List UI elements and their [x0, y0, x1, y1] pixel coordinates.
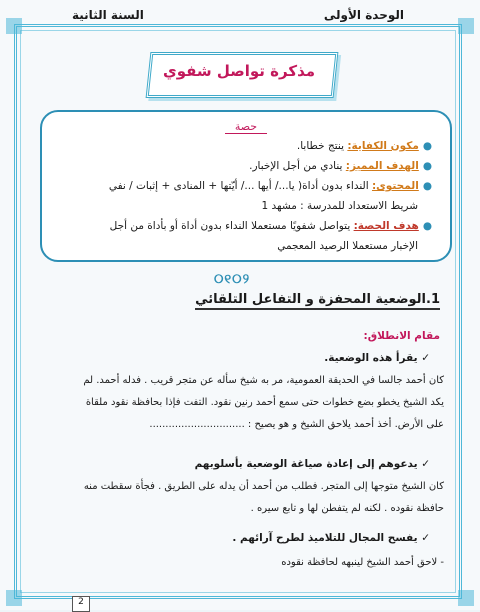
corner-ornament	[6, 590, 22, 606]
lesson-info-box	[40, 110, 452, 262]
bullet-icon: ●	[422, 140, 432, 152]
page-title: مذكرة تواصل شفوي	[162, 62, 316, 80]
section-title: 1.الوضعية المحفزة و التفاعل التلقائي	[195, 292, 440, 310]
bullet-icon: ●	[422, 220, 432, 232]
ornament-divider: ୦୧୦୨	[214, 272, 251, 287]
info-line-session-goal: ●هدف الحصة: يتواصل شفويًا مستعملا النداء بدون أداة أو بأداة من أجل	[109, 220, 432, 232]
page-header	[0, 4, 480, 26]
start-label: مقام الانطلاق:	[363, 330, 440, 342]
info-line-content: ●المحتوى: النداء بدون أداة( يا.../ أيها .../ أيّتها + المنادى + إثبات / نفي	[108, 180, 432, 192]
corner-ornament	[458, 590, 474, 606]
story-paragraph: كان أحمد جالسا في الحديقة العمومية، مر به شيخ سأله عن متجر قريب . فدله أحمد. لم يكد الشيخ يخطو بضع خطوات حتى سمع أحمد رنين نقود. التفت فإذا بحافظة نقود ملقاة على الأرض. أخذ أحمد يلاحق الشيخ و هو يصيح : ..............................	[83, 375, 444, 430]
rephrase-paragraph: كان الشيخ متوجها إلى المتجر. فطلب من أحمد أن يدله على الطريق . فجأة سقطت منه حافظة نقوده . لكنه لم يتفطن لها و تابع سيره .	[83, 481, 444, 514]
bullet-icon: ●	[422, 180, 432, 192]
unit-label: الوحدة الأولى	[323, 8, 404, 22]
step-rephrase: ✓ يدعوهم إلى إعادة صياغة الوضعية بأسلوبهم	[194, 458, 430, 470]
info-line-session-goal-cont: الإخبار مستعملا الرصيد المعجمي	[277, 240, 418, 252]
info-line-competence: ●مكون الكفاية: ينتج خطابا.	[296, 140, 432, 152]
level-label: السنة الثانية	[72, 8, 144, 22]
info-line-support: شريط الاستعداد للمدرسة : مشهد 1	[261, 200, 418, 212]
step-read: ✓ يقرأ هذه الوضعية.	[324, 352, 430, 364]
bullet-icon: ●	[422, 160, 432, 172]
info-heading: حصة	[42, 120, 450, 133]
answer-line: - لاحق أحمد الشيخ لينبهه لحافظة نقوده	[281, 557, 444, 568]
step-opinions: ✓ يفسح المجال للتلاميذ لطرح آرائهم .	[232, 532, 430, 544]
info-line-goal: ●الهدف المميز: ينادي من أجل الإخبار.	[249, 160, 432, 172]
page-number: 2	[72, 596, 90, 612]
